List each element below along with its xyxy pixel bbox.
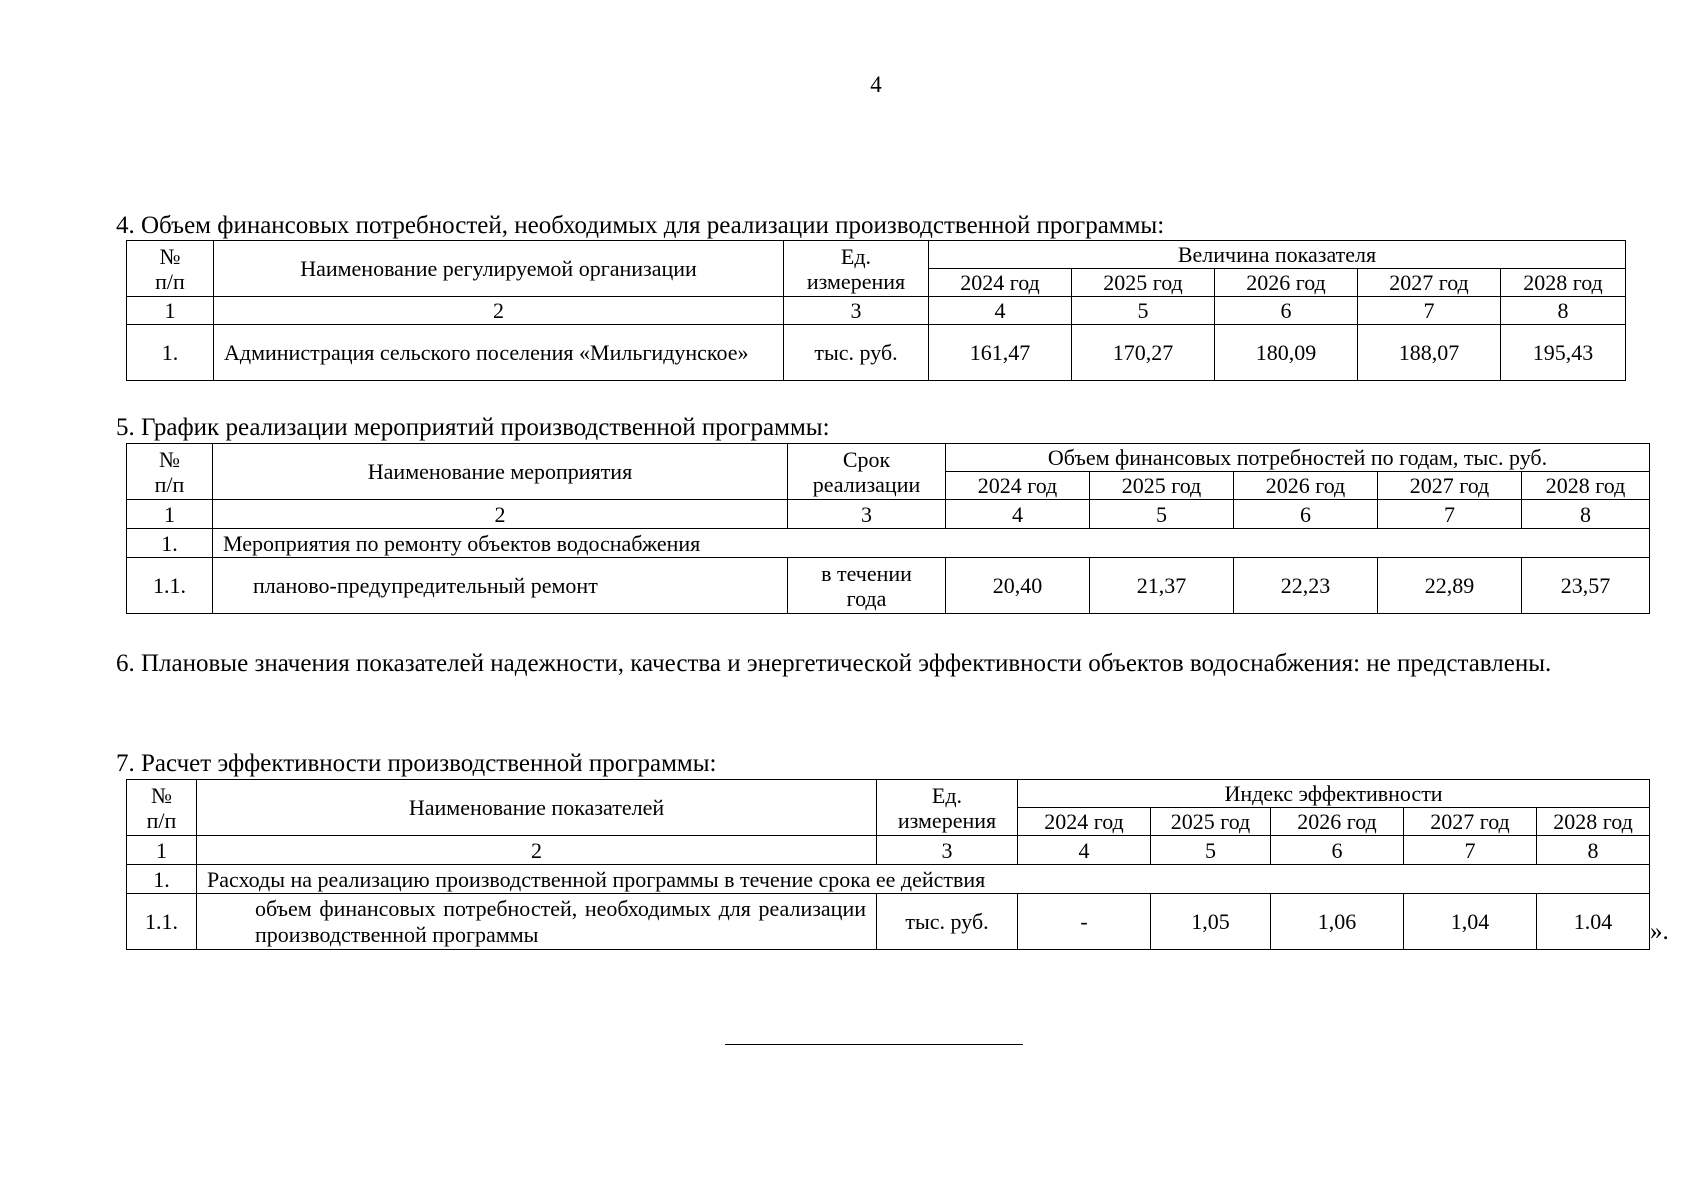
- header-group: Величина показателя: [929, 241, 1626, 269]
- header-year: 2028 год: [1522, 472, 1650, 500]
- row-value: 161,47: [929, 325, 1072, 381]
- row-value: 1,05: [1151, 894, 1271, 950]
- group-row-num: 1.: [127, 529, 213, 558]
- column-number: 3: [788, 500, 946, 529]
- column-numbers-row: [127, 500, 1650, 529]
- row-value: 21,37: [1090, 558, 1234, 614]
- column-number: 2: [214, 297, 784, 325]
- header-year: 2028 год: [1501, 269, 1626, 297]
- header-unit: Ед. измерения: [877, 780, 1018, 836]
- column-number: 4: [946, 500, 1090, 529]
- column-number: 5: [1072, 297, 1215, 325]
- header-period: Срок реализации: [788, 444, 946, 500]
- row-unit: тыс. руб.: [877, 894, 1018, 950]
- table-row: [127, 558, 1650, 614]
- row-name: Администрация сельского поселения «Мильгидунское»: [214, 325, 784, 381]
- group-row-name: Мероприятия по ремонту объектов водоснабжения: [213, 529, 1650, 558]
- header-year: 2027 год: [1378, 472, 1522, 500]
- row-value: 23,57: [1522, 558, 1650, 614]
- column-number: 1: [127, 836, 197, 865]
- section4-table: [126, 240, 1626, 381]
- section7-table: [126, 779, 1650, 950]
- group-row-num: 1.: [127, 865, 197, 894]
- column-number: 5: [1151, 836, 1271, 865]
- column-number: 2: [197, 836, 877, 865]
- header-num: № п/п: [127, 780, 197, 836]
- header-year: 2028 год: [1537, 808, 1650, 836]
- header-num: № п/п: [127, 241, 214, 297]
- section4-title: 4. Объем финансовых потребностей, необходимых для реализации производственной программы:: [116, 212, 1165, 239]
- column-number: 5: [1090, 500, 1234, 529]
- row-value: 195,43: [1501, 325, 1626, 381]
- row-num: 1.: [127, 325, 214, 381]
- table-row: [127, 325, 1626, 381]
- section5-table: [126, 443, 1650, 614]
- header-year: 2025 год: [1090, 472, 1234, 500]
- header-group: Объем финансовых потребностей по годам, тыс. руб.: [946, 444, 1650, 472]
- group-row: [127, 529, 1650, 558]
- row-period: в течении года: [788, 558, 946, 614]
- header-year: 2025 год: [1151, 808, 1271, 836]
- section5-title: 5. График реализации мероприятий производственной программы:: [116, 414, 830, 441]
- row-value: 22,89: [1378, 558, 1522, 614]
- section6-text: 6. Плановые значения показателей надежности, качества и энергетической эффективности объектов водоснабжения: не представлены.: [116, 650, 1552, 677]
- column-number: 7: [1358, 297, 1501, 325]
- row-value: 1,06: [1271, 894, 1404, 950]
- row-num: 1.1.: [127, 558, 213, 614]
- column-number: 2: [213, 500, 788, 529]
- row-value: 1,04: [1404, 894, 1537, 950]
- column-number: 7: [1378, 500, 1522, 529]
- row-value: 1.04: [1537, 894, 1650, 950]
- column-number: 7: [1404, 836, 1537, 865]
- row-value: 188,07: [1358, 325, 1501, 381]
- closing-quote-mark: ».: [1650, 918, 1669, 945]
- group-row-name: Расходы на реализацию производственной программы в течение срока ее действия: [197, 865, 1650, 894]
- header-year: 2025 год: [1072, 269, 1215, 297]
- header-year: 2027 год: [1404, 808, 1537, 836]
- row-value: 170,27: [1072, 325, 1215, 381]
- header-name: Наименование мероприятия: [213, 444, 788, 500]
- header-group: Индекс эффективности: [1018, 780, 1650, 808]
- column-number: 1: [127, 297, 214, 325]
- column-number: 3: [877, 836, 1018, 865]
- header-year: 2026 год: [1271, 808, 1404, 836]
- column-numbers-row: [127, 297, 1626, 325]
- column-number: 3: [784, 297, 929, 325]
- column-number: 4: [1018, 836, 1151, 865]
- row-unit: тыс. руб.: [784, 325, 929, 381]
- column-number: 6: [1215, 297, 1358, 325]
- row-num: 1.1.: [127, 894, 197, 950]
- header-num: № п/п: [127, 444, 213, 500]
- row-name: объем финансовых потребностей, необходимых для реализации производственной программы: [197, 894, 877, 950]
- column-number: 8: [1501, 297, 1626, 325]
- column-number: 6: [1271, 836, 1404, 865]
- header-name: Наименование показателей: [197, 780, 877, 836]
- row-value: 20,40: [946, 558, 1090, 614]
- header-name: Наименование регулируемой организации: [214, 241, 784, 297]
- header-year: 2026 год: [1234, 472, 1378, 500]
- row-value: 180,09: [1215, 325, 1358, 381]
- page-number: 4: [870, 72, 882, 97]
- header-year: 2027 год: [1358, 269, 1501, 297]
- section7-title: 7. Расчет эффективности производственной программы:: [116, 750, 717, 777]
- column-number: 8: [1537, 836, 1650, 865]
- header-year: 2024 год: [1018, 808, 1151, 836]
- column-numbers-row: [127, 836, 1650, 865]
- row-name: планово-предупредительный ремонт: [213, 558, 788, 614]
- header-year: 2024 год: [946, 472, 1090, 500]
- footer-divider: [725, 1044, 1023, 1045]
- header-year: 2024 год: [929, 269, 1072, 297]
- header-unit: Ед. измерения: [784, 241, 929, 297]
- group-row: [127, 865, 1650, 894]
- column-number: 6: [1234, 500, 1378, 529]
- column-number: 8: [1522, 500, 1650, 529]
- header-year: 2026 год: [1215, 269, 1358, 297]
- row-value: -: [1018, 894, 1151, 950]
- column-number: 4: [929, 297, 1072, 325]
- row-value: 22,23: [1234, 558, 1378, 614]
- column-number: 1: [127, 500, 213, 529]
- table-row: [127, 894, 1650, 950]
